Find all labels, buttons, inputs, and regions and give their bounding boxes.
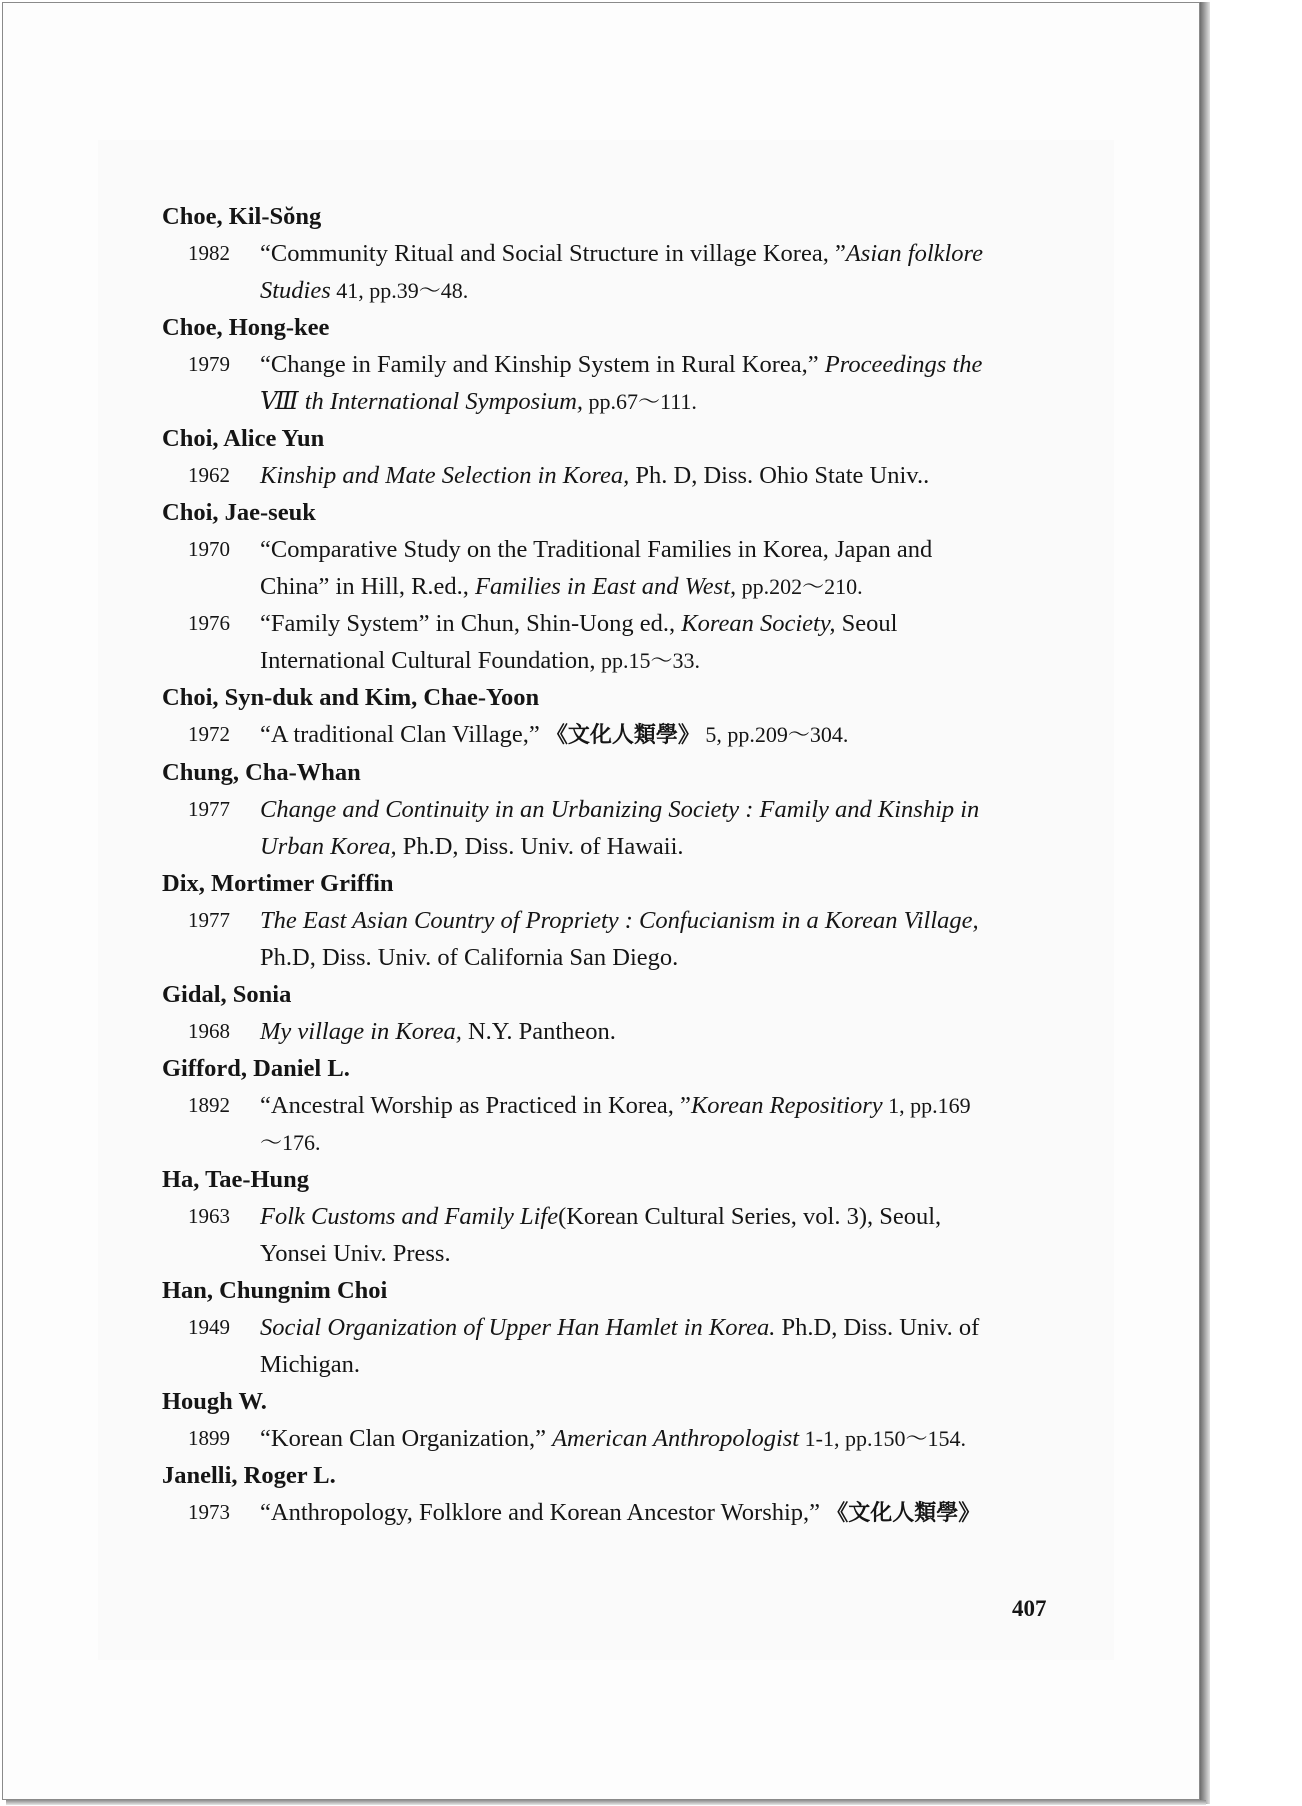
reference-line (162, 1087, 1092, 1124)
reference-text: 5, pp.209～304. (699, 722, 849, 747)
reference-year: 1899 (188, 1426, 230, 1450)
reference-year: 1892 (188, 1093, 230, 1117)
reference-text: Michigan. (260, 1351, 361, 1378)
reference-text: pp.67～111. (583, 389, 697, 414)
reference-line (162, 1420, 1092, 1457)
reference-text: 41, pp.39～48. (330, 278, 469, 303)
reference-text: “Korean Clan Organization,” (260, 1425, 553, 1452)
page-bottom-shadow (6, 1800, 1206, 1805)
page-edge-shadow (1200, 2, 1210, 1804)
reference-year: 1970 (188, 537, 230, 561)
entry-author: Choi, Alice Yun (162, 425, 325, 452)
reference-line (162, 457, 1092, 494)
reference-line (162, 1198, 1092, 1235)
reference-text: “Anthropology, Folklore and Korean Ancestor Worship,” (260, 1499, 827, 1526)
reference-line (162, 716, 1092, 754)
reference-text: “A traditional Clan Village,” (260, 721, 546, 748)
reference-title: Urban Korea, (260, 833, 397, 860)
reference-text: Yonsei Univ. Press. (260, 1240, 451, 1267)
reference-text: Ph.D, Diss. Univ. of Hawaii. (396, 833, 684, 860)
reference-text: “Comparative Study on the Traditional Families in Korea, Japan and (260, 536, 933, 563)
reference-title: Ⅷ th International Symposium, (260, 388, 584, 415)
reference-title: Korean Repositiory (690, 1092, 883, 1119)
bibliography-entry (162, 1272, 1092, 1383)
reference-year: 1968 (188, 1019, 230, 1043)
reference-line (162, 568, 1092, 605)
bibliography-entry (162, 309, 1092, 420)
entry-author: Choe, Hong-kee (162, 314, 330, 341)
bibliography-list (162, 198, 1092, 1532)
reference-title: Change and Continuity in an Urbanizing Society : Family and Kinship in (260, 796, 980, 823)
reference-text: pp.202～210. (736, 574, 863, 599)
bibliography-entry (162, 679, 1092, 754)
reference-text: Ph.D, Diss. Univ. of California San Diego. (260, 944, 679, 971)
reference-line (162, 828, 1092, 865)
reference-text: 1, pp.169 (882, 1093, 971, 1118)
reference-text: International Cultural Foundation, (260, 647, 596, 674)
reference-year: 1977 (188, 908, 230, 932)
reference-line (162, 1124, 1092, 1161)
reference-text: Ph.D, Diss. Univ. of (775, 1314, 980, 1341)
bibliography-entry (162, 420, 1092, 494)
bibliography-entry (162, 198, 1092, 309)
reference-text: “Ancestral Worship as Practiced in Korea, ” (260, 1092, 691, 1119)
reference-line (162, 235, 1092, 272)
entry-author: Hough W. (162, 1388, 267, 1415)
reference-line (162, 1235, 1092, 1272)
reference-text: “Family System” in Chun, Shin-Uong ed., (260, 610, 682, 637)
reference-line (162, 1494, 1092, 1532)
reference-title: Studies (260, 277, 331, 304)
bibliography-entry (162, 1383, 1092, 1457)
reference-text: pp.15～33. (595, 648, 700, 673)
reference-text: “Change in Family and Kinship System in Rural Korea,” (260, 351, 825, 378)
bibliography-entry (162, 754, 1092, 865)
entry-author: Gidal, Sonia (162, 981, 292, 1008)
entry-author: Choe, Kil-Sŏng (162, 203, 322, 230)
reference-text: 《文化人類學》 (826, 1501, 981, 1526)
reference-year: 1963 (188, 1204, 230, 1228)
reference-title: Proceedings the (824, 351, 983, 378)
reference-title: The East Asian Country of Propriety : Confucianism in a Korean Village, (260, 907, 979, 934)
bibliography-entry (162, 976, 1092, 1050)
bibliography-entry (162, 865, 1092, 976)
reference-line (162, 791, 1092, 828)
bibliography-entry (162, 1457, 1092, 1532)
reference-text: ～176. (260, 1130, 321, 1155)
reference-year: 1977 (188, 797, 230, 821)
bibliography-entry (162, 494, 1092, 679)
reference-title: Social Organization of Upper Han Hamlet in Korea. (260, 1314, 776, 1341)
reference-title: American Anthropologist (552, 1425, 800, 1452)
entry-author: Janelli, Roger L. (162, 1462, 336, 1489)
reference-line (162, 1346, 1092, 1383)
reference-text: China” in Hill, R.ed., (260, 573, 476, 600)
reference-text: “Community Ritual and Social Structure in village Korea, ” (260, 240, 846, 267)
reference-line (162, 642, 1092, 679)
reference-title: Asian folklore (845, 240, 984, 267)
reference-text: Seoul (835, 610, 898, 637)
reference-line (162, 605, 1092, 642)
entry-author: Chung, Cha-Whan (162, 759, 361, 786)
reference-title: Korean Society, (681, 610, 836, 637)
entry-author: Gifford, Daniel L. (162, 1055, 350, 1082)
reference-year: 1976 (188, 611, 230, 635)
reference-text: 1-1, pp.150～154. (799, 1426, 966, 1451)
reference-title: Families in East and West, (475, 573, 737, 600)
bibliography-entry (162, 1161, 1092, 1272)
reference-line (162, 902, 1092, 939)
reference-text: Ph. D, Diss. Ohio State Univ.. (629, 462, 930, 489)
reference-year: 1949 (188, 1315, 230, 1339)
reference-title: My village in Korea, (260, 1018, 462, 1045)
entry-author: Choi, Syn-duk and Kim, Chae-Yoon (162, 684, 540, 711)
reference-year: 1982 (188, 241, 230, 265)
page-number: 407 (1012, 1596, 1047, 1621)
reference-title: Kinship and Mate Selection in Korea, (260, 462, 630, 489)
reference-line (162, 1013, 1092, 1050)
reference-year: 1972 (188, 722, 230, 746)
reference-text: 《文化人類學》 (545, 723, 700, 748)
reference-line (162, 1309, 1092, 1346)
reference-year: 1962 (188, 463, 230, 487)
bibliography-entry (162, 1050, 1092, 1161)
entry-author: Han, Chungnim Choi (162, 1277, 388, 1304)
entry-author: Ha, Tae-Hung (162, 1166, 310, 1193)
reference-line (162, 531, 1092, 568)
reference-line (162, 939, 1092, 976)
entry-author: Choi, Jae-seuk (162, 499, 316, 526)
reference-text: N.Y. Pantheon. (461, 1018, 616, 1045)
entry-author: Dix, Mortimer Griffin (162, 870, 394, 897)
reference-line (162, 346, 1092, 383)
reference-text: (Korean Cultural Series, vol. 3), Seoul, (558, 1203, 942, 1230)
reference-line (162, 272, 1092, 309)
reference-year: 1973 (188, 1500, 230, 1524)
reference-line (162, 383, 1092, 420)
reference-year: 1979 (188, 352, 230, 376)
reference-title: Folk Customs and Family Life (260, 1203, 559, 1230)
